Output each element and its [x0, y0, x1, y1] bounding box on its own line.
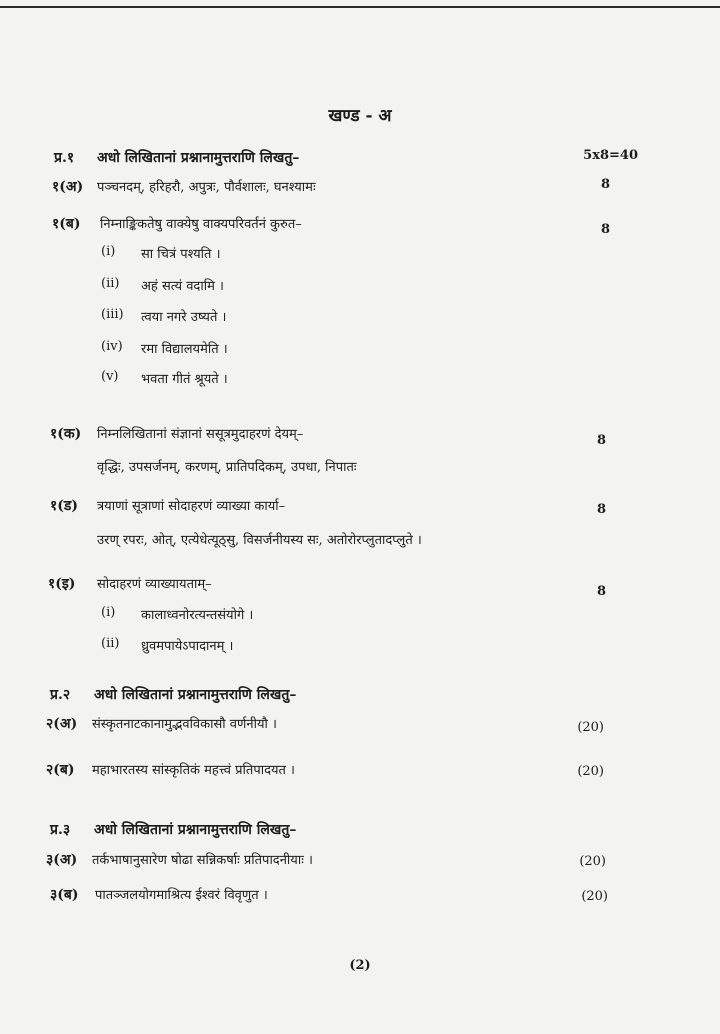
top-rule [0, 6, 720, 8]
question-text: संस्कृतनाटकानामुद्भवविकासौ वर्णनीयौ । [92, 717, 277, 732]
sub-item-text: कालाध्वनोरत्यन्तसंयोगे । [141, 608, 254, 623]
question-text: तर्कभाषानुसारेण षोढा सन्निकर्षाः प्रतिपादनीयाः । [92, 853, 313, 868]
question-3a [0, 850, 720, 874]
sub-item [0, 307, 720, 331]
question-marks: 8 [600, 177, 610, 192]
question-number: प्र.१ [54, 150, 75, 166]
sub-item-text: रमा विद्यालयमेति । [141, 342, 228, 357]
question-2 [0, 685, 720, 709]
page-number: (2) [349, 958, 371, 973]
question-marks: 8 [600, 222, 610, 237]
question-text: त्रयाणां सूत्राणां सोदाहरणं व्याख्या कार्या– [97, 499, 286, 514]
sub-item-number: (iii) [101, 307, 124, 322]
question-number: ३(ब) [50, 887, 79, 903]
question-2a [0, 714, 720, 738]
question-text: निम्नाङ्किकतेषु वाक्येषु वाक्यपरिवर्तनं कुरुत– [100, 217, 302, 232]
section-title: खण्ड - अ [328, 106, 392, 126]
question-text: पातञ्जलयोगमाश्रित्य ईश्वरं विवृणुत । [95, 888, 268, 903]
sub-item-number: (i) [101, 244, 116, 259]
question-terms: वृद्धिः, उपसर्जनम्, करणम्, प्रातिपदिकम्, उपधा, निपातः [97, 460, 357, 475]
question-1b [0, 214, 720, 238]
question-2b [0, 760, 720, 784]
question-number: प्र.२ [50, 687, 71, 703]
question-1a [0, 177, 720, 201]
sub-item [0, 636, 720, 660]
question-1k-terms [0, 457, 720, 481]
question-1 [0, 148, 720, 172]
question-1i [0, 574, 720, 598]
question-sutras: उरण् रपरः, ओत्, एत्येधेत्यूठ्सु, विसर्जनीयस्य सः, अतोरोरप्लुतादप्लुते । [97, 533, 422, 548]
question-1k [0, 424, 720, 448]
question-number: १(ब) [52, 216, 81, 232]
sub-item-text: ध्रुवमपायेऽपादानम् । [141, 639, 234, 654]
sub-item [0, 244, 720, 268]
sub-item [0, 369, 720, 393]
question-3b [0, 885, 720, 909]
question-marks: 5x8=40 [583, 148, 638, 163]
question-1d-sutras [0, 530, 720, 554]
question-1d [0, 496, 720, 520]
sub-item [0, 339, 720, 363]
question-marks: (20) [579, 854, 606, 869]
question-number: १(इ) [48, 576, 76, 592]
sub-item-text: भवता गीतं श्रूयते । [141, 372, 228, 387]
question-3 [0, 820, 720, 844]
question-text: अधो लिखितानां प्रश्नानामुत्तराणि लिखतु– [94, 687, 297, 703]
question-marks: 8 [596, 433, 606, 448]
question-number: २(अ) [46, 716, 78, 732]
question-number: १(अ) [52, 179, 84, 195]
question-marks: (20) [577, 720, 604, 735]
question-number: २(ब) [46, 762, 75, 778]
question-text: महाभारतस्य सांस्कृतिकं महत्त्वं प्रतिपादयत । [92, 763, 295, 778]
sub-item-number: (ii) [101, 276, 120, 291]
sub-item-number: (iv) [101, 339, 123, 354]
sub-item [0, 605, 720, 629]
sub-item-number: (i) [101, 605, 116, 620]
sub-item-text: अहं सत्यं वदामि । [141, 279, 224, 294]
question-marks: (20) [581, 889, 608, 904]
question-text: अधो लिखितानां प्रश्नानामुत्तराणि लिखतु– [97, 150, 300, 166]
sub-item [0, 276, 720, 300]
sub-item-text: त्वया नगरे उष्यते । [141, 310, 227, 325]
question-marks: (20) [577, 764, 604, 779]
question-text: पञ्चनदम्, हरिहरौ, अपुत्रः, पौर्वशालः, घनश्यामः [97, 180, 316, 195]
sub-item-text: सा चित्रं पश्यति । [141, 247, 221, 262]
question-number: १(क) [50, 426, 82, 442]
question-number: १(ड) [50, 498, 79, 514]
sub-item-number: (ii) [101, 636, 120, 651]
sub-item-number: (v) [101, 369, 119, 384]
question-text: निम्नलिखितानां संज्ञानां ससूत्रमुदाहरणं देयम्– [97, 427, 304, 442]
question-text: सोदाहरणं व्याख्यायताम्– [97, 577, 212, 592]
question-marks: 8 [596, 502, 606, 517]
question-marks: 8 [596, 584, 606, 599]
question-text: अधो लिखितानां प्रश्नानामुत्तराणि लिखतु– [94, 822, 297, 838]
question-number: प्र.३ [50, 822, 71, 838]
question-number: ३(अ) [46, 852, 78, 868]
